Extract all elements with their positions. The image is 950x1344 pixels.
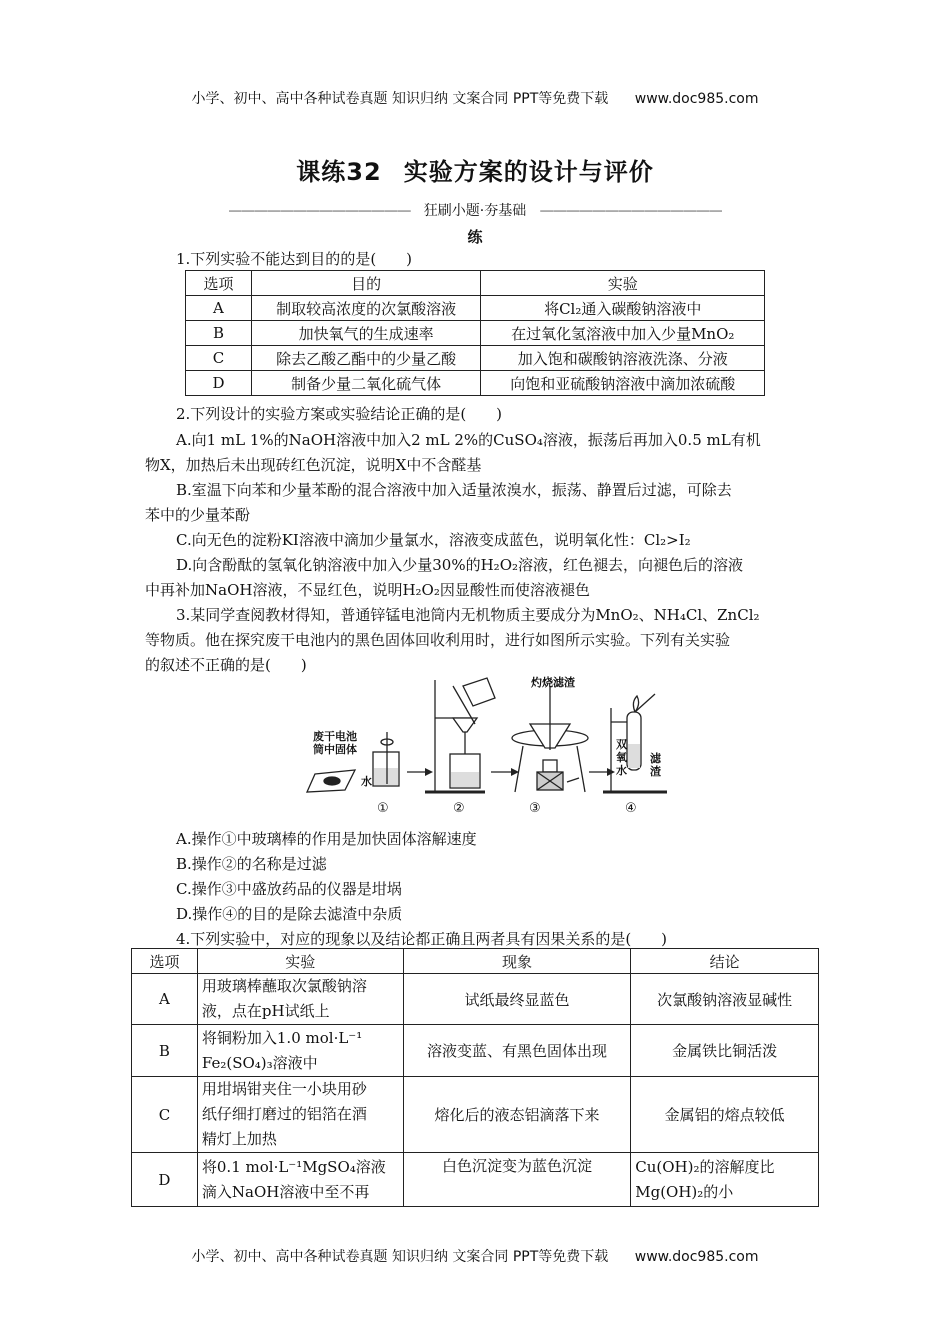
q4-experiment-cell [197,974,403,1025]
q3-option: C.操作③中盛放药品的仪器是坩埚 [176,880,402,898]
label-h2o2-3: 水 [616,764,627,777]
q4-conclusion-cell [631,1025,819,1077]
step3-burning-apparatus [512,686,588,792]
label-water: 水 [361,775,372,788]
q4-option-cell: C [132,1077,198,1153]
q3-line: 等物质。他在探究废干电池内的黑色固体回收利用时，进行如图所示实验。下列有关实验 [145,631,731,649]
q1-table-cell: C [186,346,252,371]
label-burn: 灼烧滤渣 [531,676,575,689]
q1-table-cell: 加入饱和碳酸钠溶液洗涤、分液 [481,346,765,371]
q2-line: D.向含酚酞的氢氧化钠溶液中加入少量30%的H₂O₂溶液，红色褪去，向褪色后的溶液 [176,556,744,574]
q1-table-row [186,371,765,396]
q1-table-cell: 制备少量二氧化硫气体 [251,371,481,396]
q4-phenomenon-cell: 溶液变蓝、有黑色固体出现 [403,1025,631,1077]
q4-table [131,948,819,1207]
page-header [0,88,950,108]
q4-experiment-line: 用坩埚钳夹住一小块用砂 [201,1080,367,1098]
header-site-link[interactable]: www.doc985.com [634,91,759,107]
page-footer [0,1246,950,1266]
q4-phenomenon-cell: 熔化后的液态铝滴落下来 [403,1077,631,1153]
subtitle [0,200,950,220]
q2-line: 中再补加NaOH溶液，不显红色，说明H₂O₂因显酸性而使溶液褪色 [145,581,590,599]
q3-experiment-figure [305,672,675,822]
q4-conclusion-line: 金属铁比铜活泼 [672,1042,778,1060]
label-h2o2-2: 氧 [616,751,627,764]
step2-filtration-apparatus [425,678,495,792]
q4-conclusion-cell [631,1153,819,1207]
q4-conclusion-line: Mg(OH)₂的小 [635,1182,734,1201]
q3-line: 3.某同学查阅教材得知，普通锌锰电池筒内无机物质主要成分为MnO₂、NH₄Cl、ZnCl₂ [176,606,760,624]
label-battery-1: 废干电池 [313,730,357,743]
q4-experiment-cell [197,1077,403,1153]
q4-header-cell: 结论 [631,949,819,974]
q1-table-cell: 在过氧化氢溶液中加入少量MnO₂ [481,321,765,346]
q1-table-row [186,296,765,321]
q2-stem: 2.下列设计的实验方案或实验结论正确的是( ) [176,405,503,423]
footer-text: 小学、初中、高中各种试卷真题 知识归纳 文案合同 PPT等免费下载 [191,1249,609,1265]
q4-header-row [132,949,819,974]
q4-header-cell: 选项 [132,949,198,974]
q3-option: D.操作④的目的是除去滤渣中杂质 [176,905,403,923]
q1-table-row [186,321,765,346]
label-residue-1: 滤 [650,752,661,765]
q1-table-cell: 将Cl₂通入碳酸钠溶液中 [481,296,765,321]
q4-stem: 4.下列实验中，对应的现象以及结论都正确且两者具有因果关系的是( ) [176,930,668,948]
q4-option-cell: A [132,974,198,1025]
step-label: ② [453,801,465,816]
q2-line: 苯中的少量苯酚 [145,506,251,524]
step-label: ③ [529,801,541,816]
q4-header-cell: 现象 [403,949,631,974]
q4-phenomenon-cell: 试纸最终显蓝色 [403,974,631,1025]
label-residue-2: 渣 [650,765,661,778]
q4-experiment-line: 用玻璃棒蘸取次氯酸钠溶 [201,977,367,995]
q3-option: B.操作②的名称是过滤 [176,855,327,873]
q4-option-cell: D [132,1153,198,1207]
q1-header-cell: 目的 [251,271,481,296]
q1-table-cell: A [186,296,252,321]
q4-conclusion-line: Cu(OH)₂的溶解度比 [635,1157,775,1176]
q4-table-row [132,974,819,1025]
q1-header-cell: 选项 [186,271,252,296]
q4-conclusion-cell [631,1077,819,1153]
q4-experiment-line: 精灯上加热 [201,1130,277,1148]
q1-table-cell: 加快氧气的生成速率 [251,321,481,346]
q4-experiment-cell [197,1025,403,1077]
title-number: 课练32 [296,158,382,186]
footer-site-link[interactable]: www.doc985.com [634,1249,759,1265]
subtitle-text: 狂刷小题·夯基础 [423,203,527,219]
q2-line: B.室温下向苯和少量苯酚的混合溶液中加入适量浓溴水，振荡、静置后过滤，可除去 [176,481,732,499]
label-h2o2: 双 [616,738,627,751]
q1-header-cell: 实验 [481,271,765,296]
page-title [0,152,950,187]
q1-table-cell: 除去乙酸乙酯中的少量乙酸 [251,346,481,371]
q4-experiment-line: 将铜粉加入1.0 mol·L⁻¹ [201,1028,363,1047]
q4-experiment-line: Fe₂(SO₄)₃溶液中 [201,1053,318,1072]
q3-option: A.操作①中玻璃棒的作用是加快固体溶解速度 [176,830,477,848]
q1-table-cell: 制取较高浓度的次氯酸溶液 [251,296,481,321]
q2-line: C.向无色的淀粉KI溶液中滴加少量氯水，溶液变成蓝色，说明氧化性：Cl₂>I₂ [176,531,691,549]
q1-table [185,270,765,396]
step-label: ① [377,801,389,816]
q1-table-cell: 向饱和亚硫酸钠溶液中滴加浓硫酸 [481,371,765,396]
q4-experiment-line: 液，点在pH试纸上 [201,1002,330,1020]
q4-experiment-line: 将0.1 mol·L⁻¹MgSO₄溶液 [201,1157,386,1176]
q1-table-cell: B [186,321,252,346]
label-battery-2: 筒中固体 [313,743,357,756]
q2-line: 物X，加热后未出现砖红色沉淀，说明X中不含醛基 [145,456,482,474]
q1-header-row [186,271,765,296]
q1-table-cell: D [186,371,252,396]
q4-phenomenon-cell: 白色沉淀变为蓝色沉淀 [403,1153,631,1207]
subtitle-dashes-right: —————————————— [539,203,722,219]
q4-table-row [132,1077,819,1153]
q4-conclusion-line: 次氯酸钠溶液显碱性 [657,990,793,1009]
q4-option-cell: B [132,1025,198,1077]
subtitle-dashes-left: —————————————— [228,203,411,219]
q4-conclusion-cell [631,974,819,1025]
q4-conclusion-line: 金属铝的熔点较低 [664,1106,785,1124]
q3-line: 的叙述不正确的是( ) [145,656,307,674]
section-label: 练 [467,228,483,246]
step-label: ④ [625,801,637,816]
title-name: 实验方案的设计与评价 [403,158,654,186]
header-text: 小学、初中、高中各种试卷真题 知识归纳 文案合同 PPT等免费下载 [191,91,609,107]
q4-header-cell: 实验 [197,949,403,974]
q4-experiment-line: 滴入NaOH溶液中至不再 [201,1182,370,1201]
q4-table-row [132,1025,819,1077]
q4-table-row [132,1153,819,1207]
q1-table-row [186,346,765,371]
q2-line: A.向1 mL 1%的NaOH溶液中加入2 mL 2%的CuSO₄溶液，振荡后再加入0.5 mL有机 [176,431,761,449]
q1-stem: 1.下列实验不能达到目的的是( ) [176,250,413,268]
q4-experiment-line: 纸仔细打磨过的铝箔在酒 [201,1105,367,1123]
q4-experiment-cell [197,1153,403,1207]
